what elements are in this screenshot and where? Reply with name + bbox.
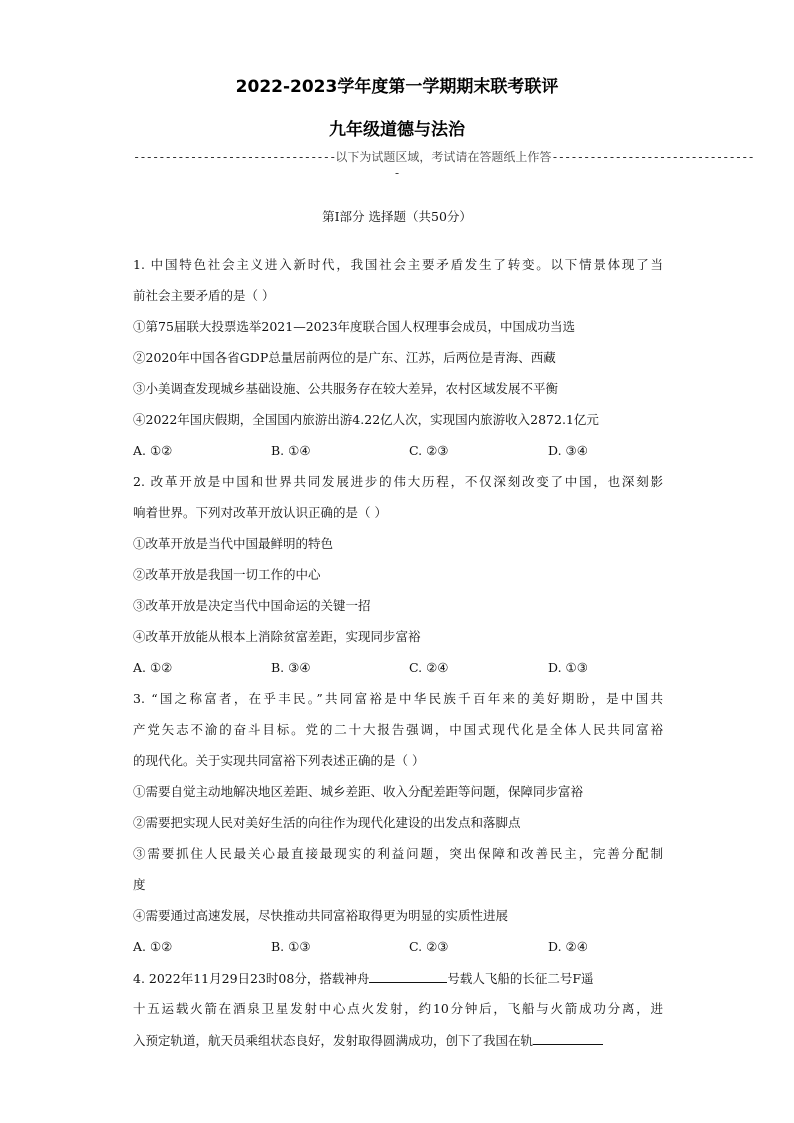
q1-item-2: ②2020年中国各省GDP总量居前两位的是广东、江苏，后两位是青海、西藏 (133, 350, 556, 365)
q2-stem-line-2: 响着世界。下列对改革开放认识正确的是（ ） (133, 505, 387, 520)
q3-item-4: ④需要通过高速发展，尽快推动共同富裕取得更为明显的实质性进展 (133, 908, 509, 923)
q3-stem-line-1: 3. “国之称富者，在乎丰民。”共同富裕是中华民族千百年来的美好期盼，是中国共 (133, 691, 663, 706)
divider-dashes-right: -------------------------------- (551, 150, 754, 164)
q3-options (133, 939, 663, 955)
q3-item-3: ③需要抓住人民最关心最直接最现实的利益问题，突出保障和改善民主，完善分配制 (133, 846, 663, 861)
q1-stem-line-1: 1. 中国特色社会主义进入新时代，我国社会主要矛盾发生了转变。以下情景体现了当 (133, 257, 663, 272)
q4-blank-1[interactable] (369, 970, 447, 983)
divider-dashes-left: -------------------------------- (133, 150, 336, 164)
q1-options (133, 443, 663, 459)
q4-blank-2[interactable] (533, 1032, 603, 1045)
q1-item-4: ④2022年国庆假期，全国国内旅游出游4.22亿人次，实现国内旅游收入2872.1亿元 (133, 412, 599, 427)
q4-stem-line-2: 十五运载火箭在酒泉卫星发射中心点火发射，约10分钟后，飞船与火箭成功分离，进 (133, 1001, 663, 1016)
q3-item-1: ①需要自觉主动地解决地区差距、城乡差距、收入分配差距等问题，保障同步富裕 (133, 784, 584, 799)
q2-option-d[interactable]: D. ①③ (548, 660, 588, 675)
divider-tail: - (395, 166, 400, 180)
q4-line-1-post: 号载人飞船的长征二号F遥 (447, 971, 594, 986)
answer-area-divider (133, 148, 754, 165)
q3-stem-line-2: 产党矢志不渝的奋斗目标。党的二十大报告强调，中国式现代化是全体人民共同富裕 (133, 722, 663, 737)
q4-line-1-pre: 4. 2022年11月29日23时08分，搭载神舟 (133, 971, 370, 986)
q1-item-1: ①第75届联大投票选举2021—2023年度联合国人权理事会成员，中国成功当选 (133, 319, 576, 334)
q4-stem-line-3 (133, 1032, 663, 1049)
q2-item-1: ①改革开放是当代中国最鲜明的特色 (133, 536, 334, 551)
q2-stem-line-1: 2. 改革开放是中国和世界共同发展进步的伟大历程，不仅深刻改变了中国，也深刻影 (133, 474, 663, 489)
q2-item-4: ④改革开放能从根本上消除贫富差距，实现同步富裕 (133, 629, 421, 644)
exam-title: 2022-2023学年度第一学期期末联考联评 (235, 77, 559, 97)
divider-text: 以下为试题区域，考试请在答题纸上作答 (335, 150, 552, 164)
q3-item-2: ②需要把实现人民对美好生活的向往作为现代化建设的出发点和落脚点 (133, 815, 521, 830)
q2-option-b[interactable]: B. ③④ (271, 660, 311, 675)
q3-option-d[interactable]: D. ②④ (548, 939, 588, 954)
q4-stem-line-1 (133, 970, 663, 987)
q3-stem-line-3: 的现代化。关于实现共同富裕下列表述正确的是（ ） (133, 753, 425, 768)
q1-item-3: ③小美调查发现城乡基础设施、公共服务存在较大差异，农村区域发展不平衡 (133, 381, 559, 396)
q2-option-c[interactable]: C. ②④ (409, 660, 449, 675)
q4-line-3-pre: 入预定轨道，航天员乘组状态良好，发射取得圆满成功，创下了我国在轨 (133, 1033, 534, 1048)
q3-option-b[interactable]: B. ①③ (271, 939, 311, 954)
q2-option-a[interactable]: A. ①② (133, 660, 173, 675)
section-title: 第Ⅰ部分 选择题（共50分） (322, 209, 472, 224)
q3-option-c[interactable]: C. ②③ (409, 939, 449, 954)
q3-item-3-cont: 度 (133, 877, 146, 892)
exam-subject: 九年级道德与法治 (329, 120, 465, 140)
q1-option-c[interactable]: C. ②③ (409, 443, 449, 458)
q1-option-b[interactable]: B. ①④ (271, 443, 311, 458)
q1-option-a[interactable]: A. ①② (133, 443, 173, 458)
q2-item-2: ②改革开放是我国一切工作的中心 (133, 567, 321, 582)
q1-option-d[interactable]: D. ③④ (548, 443, 588, 458)
q1-stem-line-2: 前社会主要矛盾的是（ ） (133, 288, 275, 303)
q3-option-a[interactable]: A. ①② (133, 939, 173, 954)
q2-item-3: ③改革开放是决定当代中国命运的关键一招 (133, 598, 371, 613)
q2-options (133, 660, 663, 676)
